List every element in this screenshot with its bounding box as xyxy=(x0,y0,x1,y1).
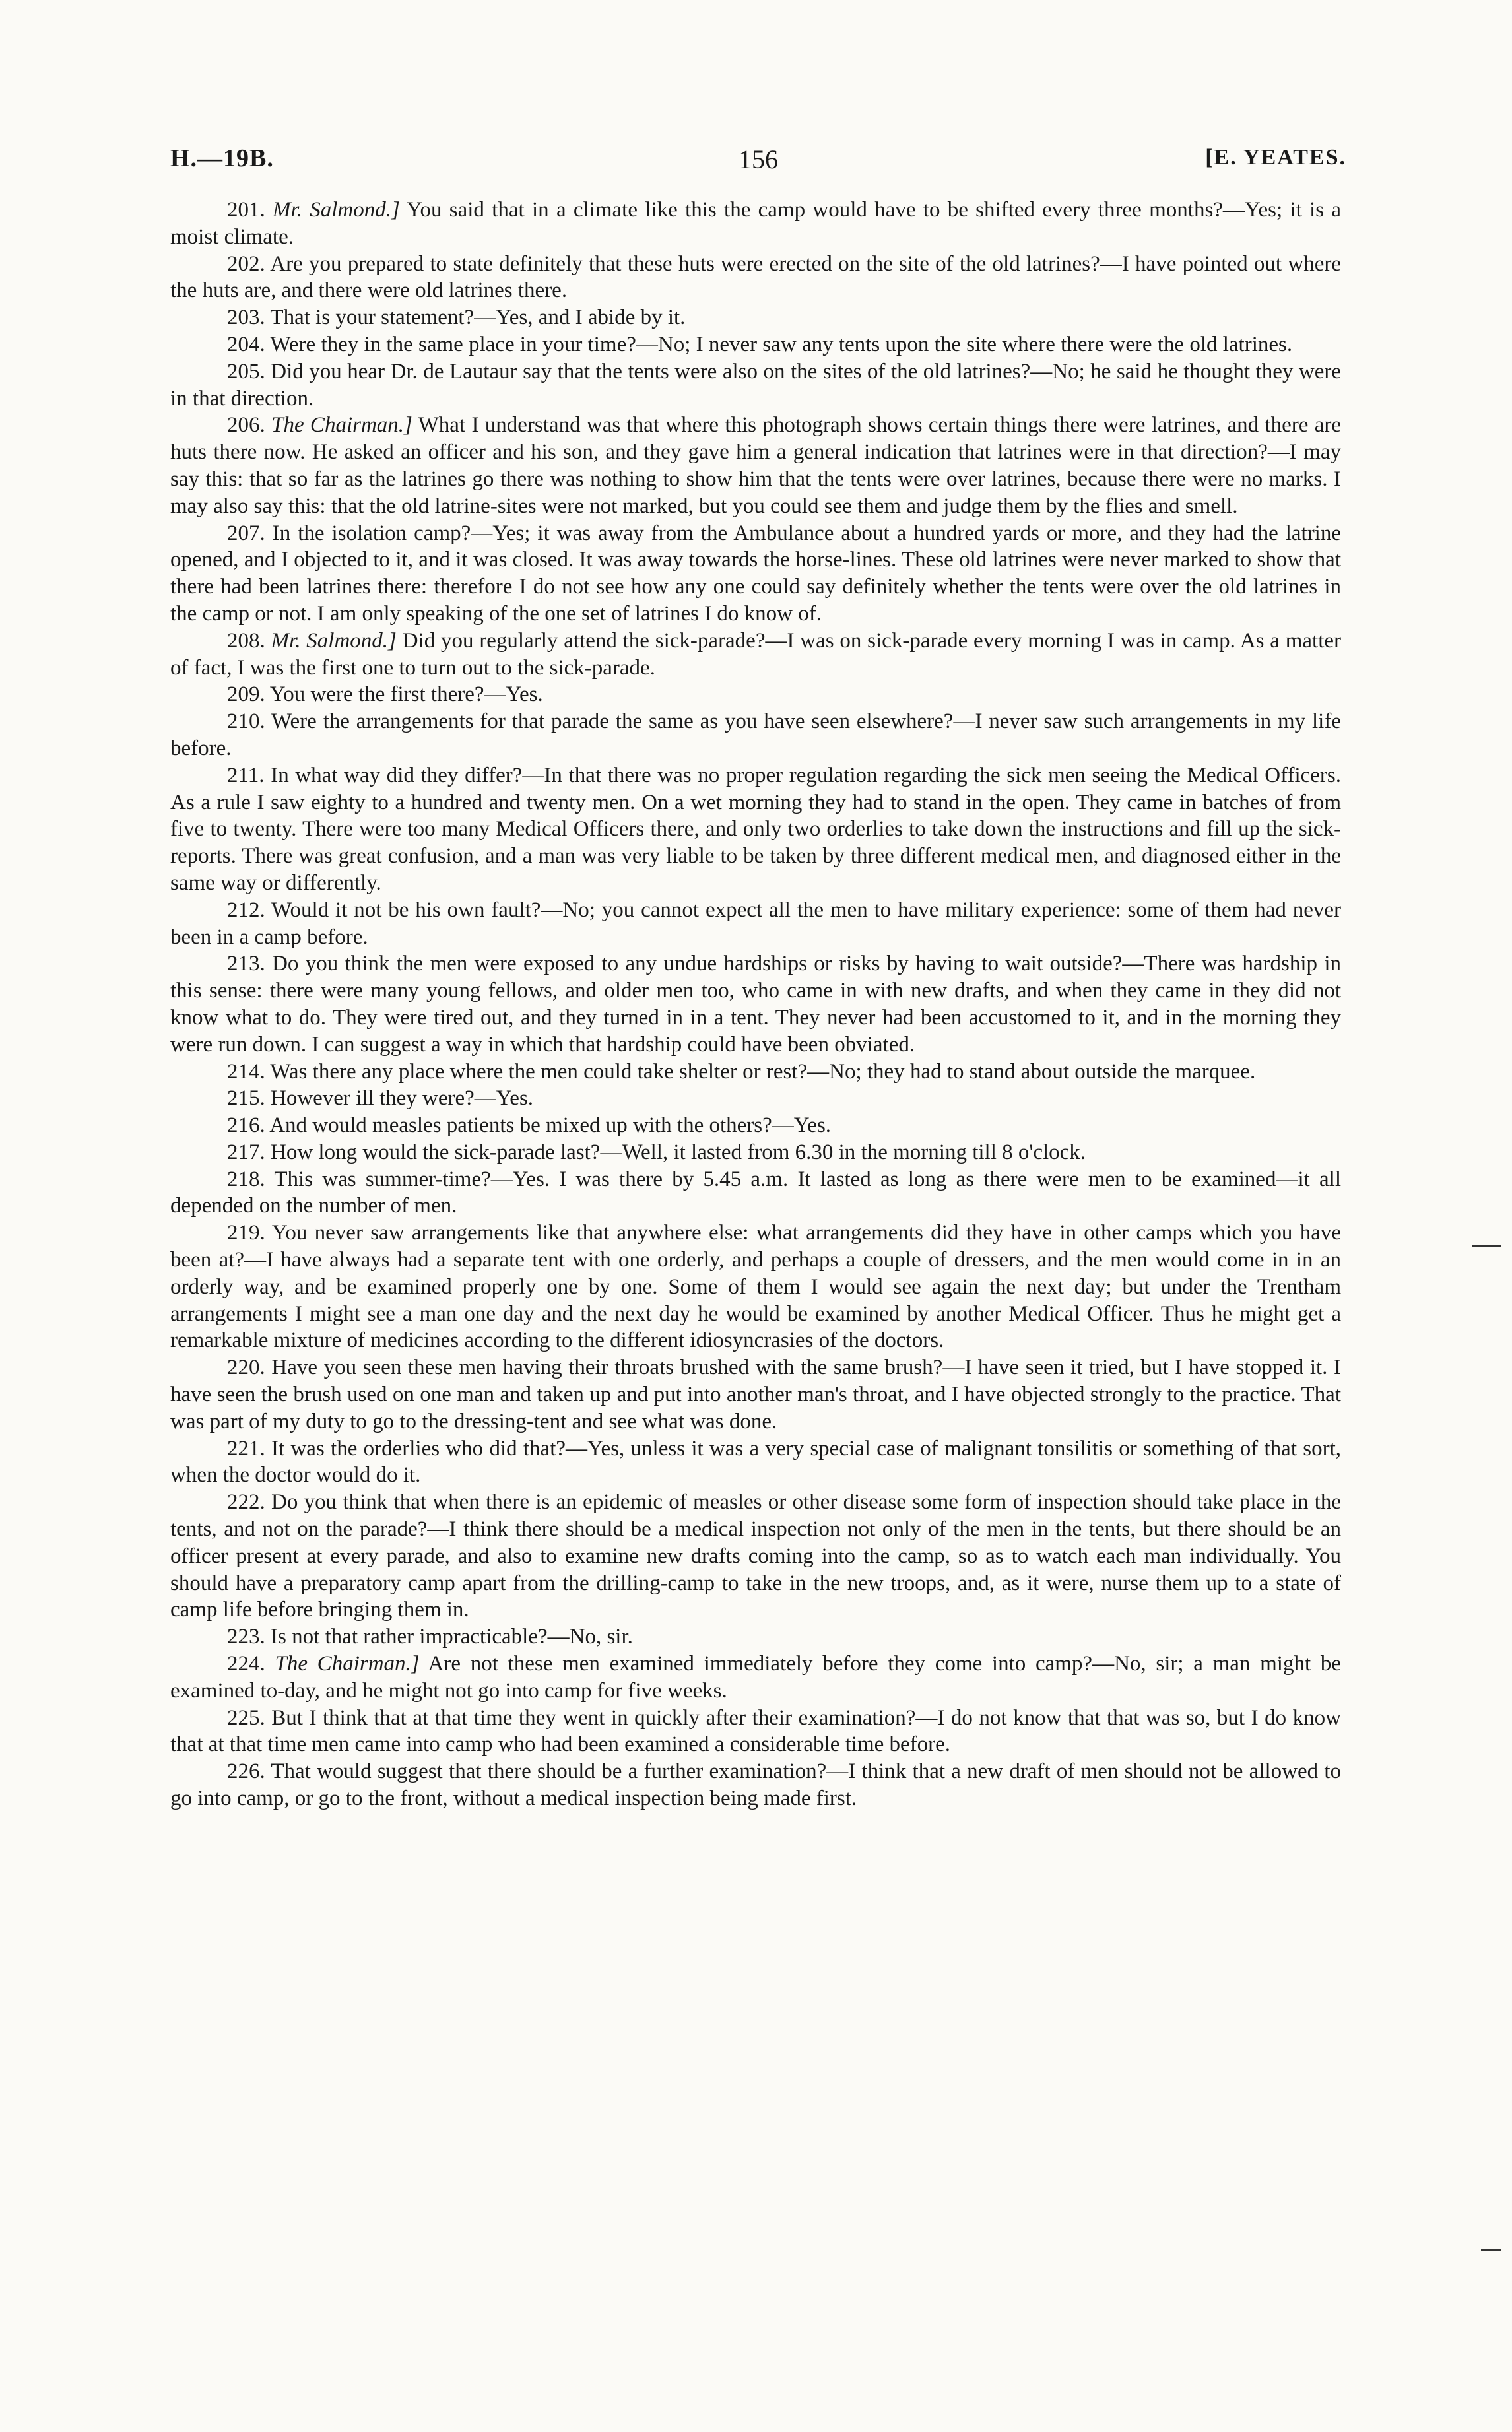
question-214 xyxy=(170,1059,1341,1086)
question-203 xyxy=(170,304,1341,331)
question-text: But I think that at that time they went in quickly after their examination?—I do not know that that was so, but I do know that at that time men came into camp who had been examined a considerable time before. xyxy=(170,1705,1342,1757)
question-text: And would measles patients be mixed up with the others?—Yes. xyxy=(269,1113,832,1138)
question-text: You never saw arrangements like that anywhere else: what arrangements did they have in other camps which you have been at?—I have always had a separate tent with one orderly, and perhaps a couple of dressers, and the men would come in in an orderly way, and be examined properly one by one. Some of them I would see again the next day; but under the Trentham arrangements I might see a man one day and the next day he would be examined by another Medical Officer. Thus he might get a remarkable mixture of medicines according to the different idiosyncrasies of the doctors. xyxy=(170,1221,1341,1353)
question-text: Do you think the men were exposed to any undue hardships or risks by having to wait outside?—There was hardship in this sense: there were many young fellows, and older men too, who came in with new drafts, and when they came in they did not know what to do. They were tired out, and they turned in in a tent. They never had been accustomed to it, and in the morning they were run down. I can suggest a way in which that hardship could have been obviated. xyxy=(170,952,1342,1057)
question-223 xyxy=(170,1624,1341,1651)
question-number: 211. xyxy=(227,763,265,787)
speaker-label: The Chairman.] xyxy=(275,1652,420,1676)
question-text: How long would the sick-parade last?—Well, it lasted from 6.30 in the morning till 8 o'clock. xyxy=(271,1140,1086,1164)
question-215 xyxy=(170,1085,1341,1112)
evidence-text xyxy=(170,197,1341,1812)
page-header xyxy=(170,144,1346,183)
question-text: Did you regularly attend the sick-parade?—I was on sick-parade every morning I was in camp. As a matter of fact, I was the first one to turn out to the sick-parade. xyxy=(170,628,1342,680)
question-217 xyxy=(170,1139,1341,1166)
question-218 xyxy=(170,1166,1341,1220)
question-212 xyxy=(170,897,1341,951)
question-text: Are not these men examined immediately before they come into camp?—No, sir; a man might be examined to-day, and he might not go into camp for five weeks. xyxy=(170,1652,1341,1703)
question-text: It was the orderlies who did that?—Yes, unless it was a very special case of malignant tonsilitis or something of that sort, when the doctor would do it. xyxy=(170,1436,1342,1488)
question-number: 206. xyxy=(227,413,265,438)
question-number: 205. xyxy=(227,359,265,383)
question-text: Would it not be his own fault?—No; you cannot expect all the men to have military experience: some of them had never been in a camp before. xyxy=(170,898,1341,949)
question-number: 219. xyxy=(227,1221,265,1245)
question-text: That is your statement?—Yes, and I abide by it. xyxy=(270,306,686,330)
question-text: However ill they were?—Yes. xyxy=(271,1086,534,1111)
question-201 xyxy=(170,197,1341,251)
speaker-label: Mr. Salmond.] xyxy=(273,198,400,222)
question-number: 213. xyxy=(227,952,265,976)
question-206 xyxy=(170,412,1341,519)
speaker-label: The Chairman.] xyxy=(271,413,412,438)
question-number: 217. xyxy=(227,1140,265,1164)
question-number: 204. xyxy=(227,332,265,356)
question-number: 202. xyxy=(227,251,265,276)
question-text: Are you prepared to state definitely that these huts were erected on the site of the old latrines?—I have pointed out where the huts are, and there were old latrines there. xyxy=(170,251,1341,303)
question-number: 203. xyxy=(227,306,265,330)
document-reference: H.—19B. xyxy=(170,145,274,172)
question-text: You said that in a climate like this the camp would have to be shifted every three months?—Yes; it is a moist climate. xyxy=(170,198,1341,249)
question-text: Have you seen these men having their throats brushed with the same brush?—I have seen it tried, but I have stopped it. I have seen the brush used on one man and taken up and put into another man's throat, and I have objected strongly to the practice. That was part of my duty to go to the dressing-tent and see what was done. xyxy=(170,1356,1341,1433)
question-207 xyxy=(170,520,1341,628)
question-text: Were they in the same place in your time?—No; I never saw any tents upon the site where there were the old latrines. xyxy=(270,332,1293,356)
question-number: 215. xyxy=(227,1086,265,1111)
question-text: In the isolation camp?—Yes; it was away from the Ambulance about a hundred yards or more, and they had the latrine opened, and I objected to it, and it was closed. It was away towards the horse-lines. These old latrines were never marked to show that there had been latrines there: therefore I do not see how any one could say definitely whether the tents were over the old latrines in the camp or not. I am only speaking of the one set of latrines I do know of. xyxy=(170,521,1341,626)
page-number: 156 xyxy=(739,145,778,174)
question-220 xyxy=(170,1354,1341,1435)
question-205 xyxy=(170,358,1341,412)
question-text: You were the first there?—Yes. xyxy=(269,682,543,707)
question-number: 224. xyxy=(227,1652,265,1676)
question-text: Was there any place where the men could take shelter or rest?—No; they had to stand about outside the marquee. xyxy=(270,1059,1256,1084)
question-216 xyxy=(170,1112,1341,1139)
question-221 xyxy=(170,1435,1341,1490)
question-210 xyxy=(170,708,1341,762)
question-number: 212. xyxy=(227,898,265,922)
question-number: 214. xyxy=(227,1059,265,1084)
question-number: 210. xyxy=(227,709,265,734)
question-text: What I understand was that where this photograph shows certain things there were latrines, and there are huts there now. He asked an officer and his son, and they gave him a general indication that latrines were in that direction?—I may say this: that so far as the latrines go there was nothing to show him that the tents were over latrines, because there were no marks. I may also say this: that the old latrine-sites were not marked, but you could see them and judge them by the flies and smell. xyxy=(170,413,1342,518)
question-text: Is not that rather impracticable?—No, sir. xyxy=(271,1625,633,1649)
margin-mark xyxy=(1472,1245,1501,1247)
question-number: 222. xyxy=(227,1490,265,1515)
question-211 xyxy=(170,762,1341,897)
question-202 xyxy=(170,251,1341,305)
question-number: 223. xyxy=(227,1625,265,1649)
question-text: That would suggest that there should be a further examination?—I think that a new draft of men should not be allowed to go into camp, or go to the front, without a medical inspection being made first. xyxy=(170,1759,1342,1811)
question-number: 226. xyxy=(227,1759,265,1784)
question-213 xyxy=(170,950,1341,1058)
question-224 xyxy=(170,1651,1341,1705)
question-text: In what way did they differ?—In that there was no proper regulation regarding the sick men seeing the Medical Officers. As a rule I saw eighty to a hundred and twenty men. On a wet morning they had to stand in the open. They came in batches of from five to twenty. There were too many Medical Officers there, and only two orderlies to take down the instructions and fill up the sick-reports. There was great confusion, and a man was very liable to be taken by three different medical men, and diagnosed either in the same way or differently. xyxy=(170,763,1342,895)
question-text: Do you think that when there is an epidemic of measles or other disease some form of inspection should take place in the tents, and not on the parade?—I think there should be a medical inspection not only of the men in the tents, but there should be an officer present at every parade, and also to examine new drafts coming into the camp, so as to watch each man individually. You should have a preparatory camp apart from the drilling-camp to take in the new troops, and, as it were, nurse them up to a state of camp life before bringing them in. xyxy=(170,1490,1342,1622)
question-number: 220. xyxy=(227,1356,265,1380)
question-number: 207. xyxy=(227,521,265,545)
question-text: Were the arrangements for that parade the same as you have seen elsewhere?—I never saw such arrangements in my life before. xyxy=(170,709,1341,760)
question-226 xyxy=(170,1758,1341,1812)
question-225 xyxy=(170,1705,1341,1759)
question-number: 201. xyxy=(227,198,265,222)
question-204 xyxy=(170,331,1341,358)
question-number: 221. xyxy=(227,1436,265,1461)
question-222 xyxy=(170,1489,1341,1624)
question-number: 209. xyxy=(227,682,265,707)
question-text: This was summer-time?—Yes. I was there by 5.45 a.m. It lasted as long as there were men to be examined—it all depended on the number of men. xyxy=(170,1167,1342,1218)
question-209 xyxy=(170,681,1341,708)
question-text: Did you hear Dr. de Lautaur say that the tents were also on the sites of the old latrines?—No; he said he thought they were in that direction. xyxy=(170,359,1342,411)
question-208 xyxy=(170,628,1341,682)
speaker-label: Mr. Salmond.] xyxy=(271,628,397,653)
question-number: 216. xyxy=(227,1113,265,1138)
witness-name: [E. YEATES. xyxy=(1205,145,1346,170)
question-219 xyxy=(170,1220,1341,1354)
question-number: 225. xyxy=(227,1705,265,1730)
question-number: 218. xyxy=(227,1167,265,1191)
question-number: 208. xyxy=(227,628,265,653)
margin-mark xyxy=(1481,2249,1501,2251)
